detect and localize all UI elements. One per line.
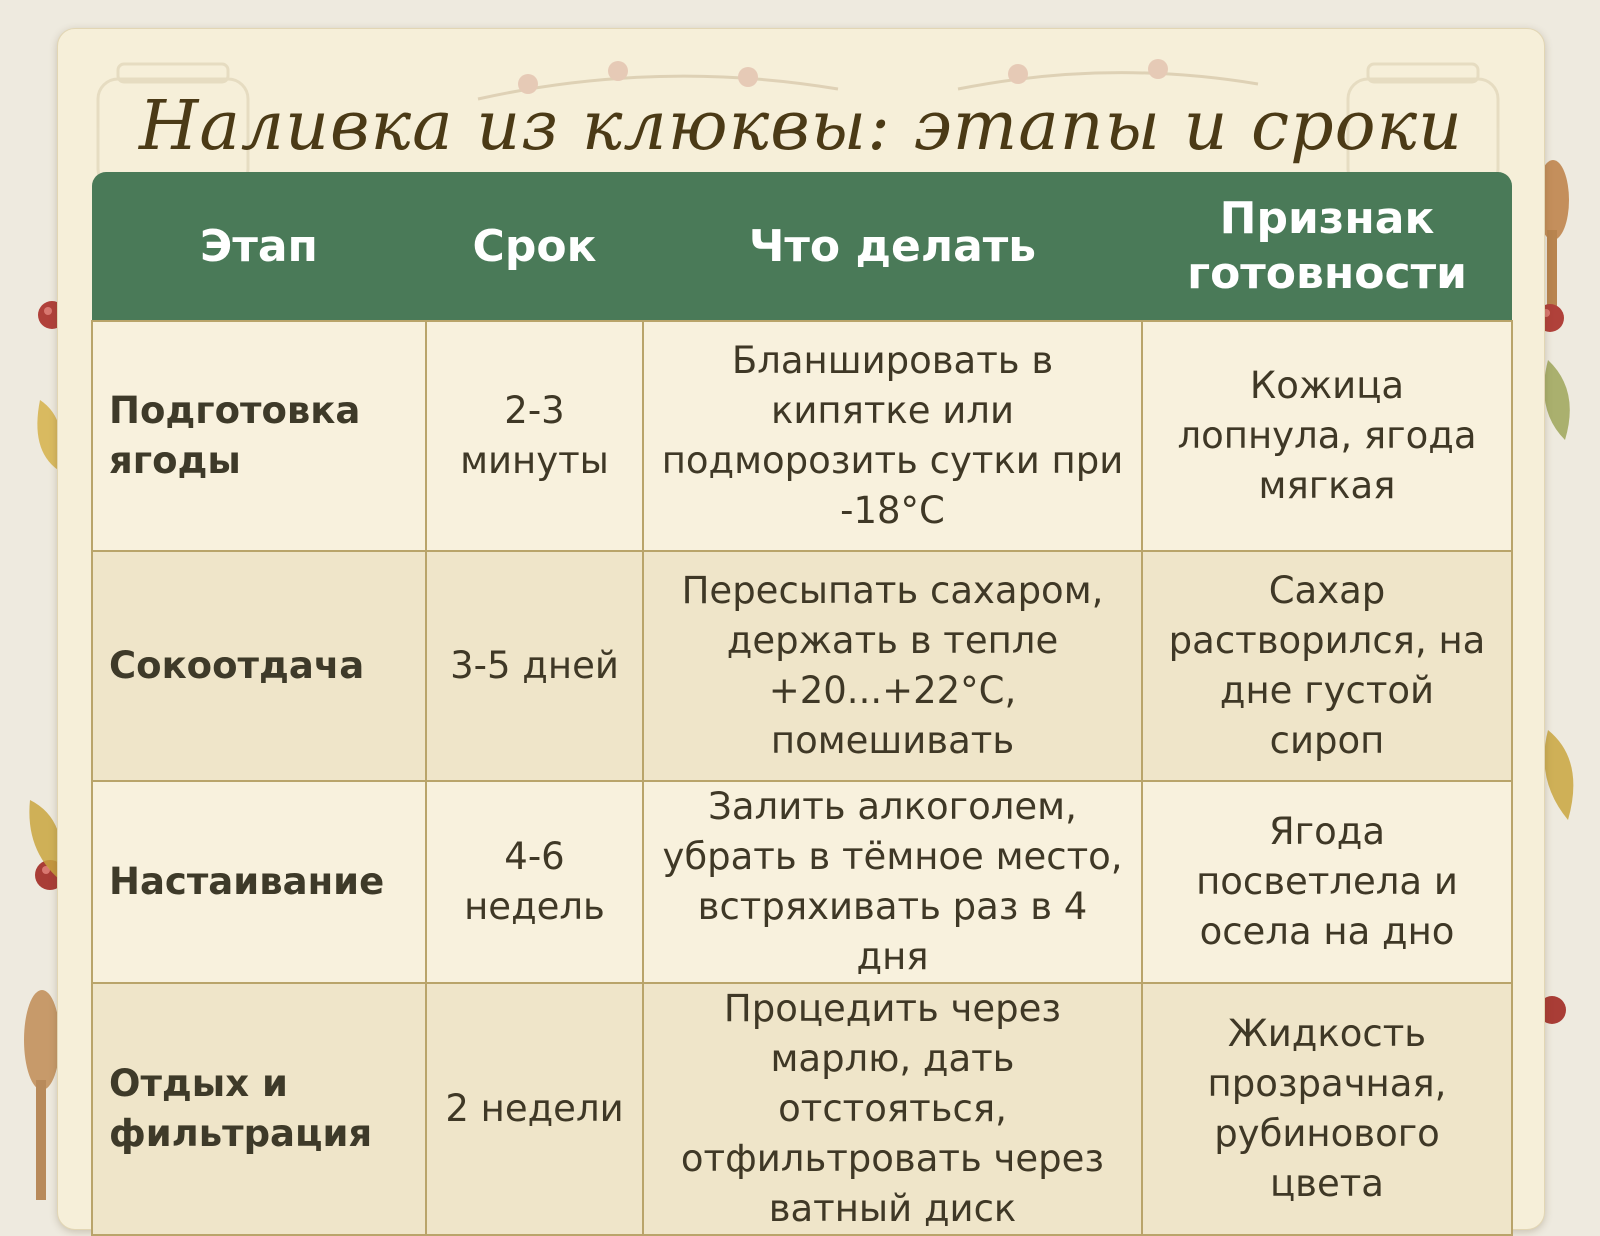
header-action: Что делать — [643, 172, 1142, 321]
table-row — [92, 983, 1512, 1235]
sign-cell: Ягода посветлела и осела на дно — [1142, 781, 1512, 983]
term-cell: 2 недели — [426, 983, 643, 1235]
wooden-spoon-icon — [24, 990, 60, 1200]
action-cell: Залить алкоголем, убрать в тёмное место, встряхивать раз в 4 дня — [643, 781, 1142, 983]
table-header-row — [92, 172, 1512, 321]
header-term: Срок — [426, 172, 643, 321]
stages-table — [91, 172, 1513, 1236]
header-stage: Этап — [92, 172, 426, 321]
sign-cell: Жидкость прозрачная, рубинового цвета — [1142, 983, 1512, 1235]
term-cell: 2-3 минуты — [426, 321, 643, 551]
recipe-card — [57, 28, 1545, 1230]
stage-cell: Подготовка ягоды — [92, 321, 426, 551]
leaf-icon — [1544, 360, 1573, 820]
term-cell: 4-6 недель — [426, 781, 643, 983]
sign-cell: Кожица лопнула, ягода мягкая — [1142, 321, 1512, 551]
table-row — [92, 551, 1512, 781]
stage-cell: Настаивание — [92, 781, 426, 983]
action-cell: Процедить через марлю, дать отстояться, отфильтровать через ватный диск — [643, 983, 1142, 1235]
header-sign: Признак готовности — [1142, 172, 1512, 321]
stage-cell: Отдых и фильтрация — [92, 983, 426, 1235]
table-row — [92, 781, 1512, 983]
sign-cell: Сахар растворился, на дне густой сироп — [1142, 551, 1512, 781]
action-cell: Пересыпать сахаром, держать в тепле +20...+22°C, помешивать — [643, 551, 1142, 781]
page-title: Наливка из клюквы: этапы и сроки — [139, 87, 1463, 166]
action-cell: Бланшировать в кипятке или подморозить сутки при -18°C — [643, 321, 1142, 551]
term-cell: 3-5 дней — [426, 551, 643, 781]
table-row — [92, 321, 1512, 551]
stages-table-wrapper — [91, 172, 1511, 1236]
stage-cell: Сокоотдача — [92, 551, 426, 781]
